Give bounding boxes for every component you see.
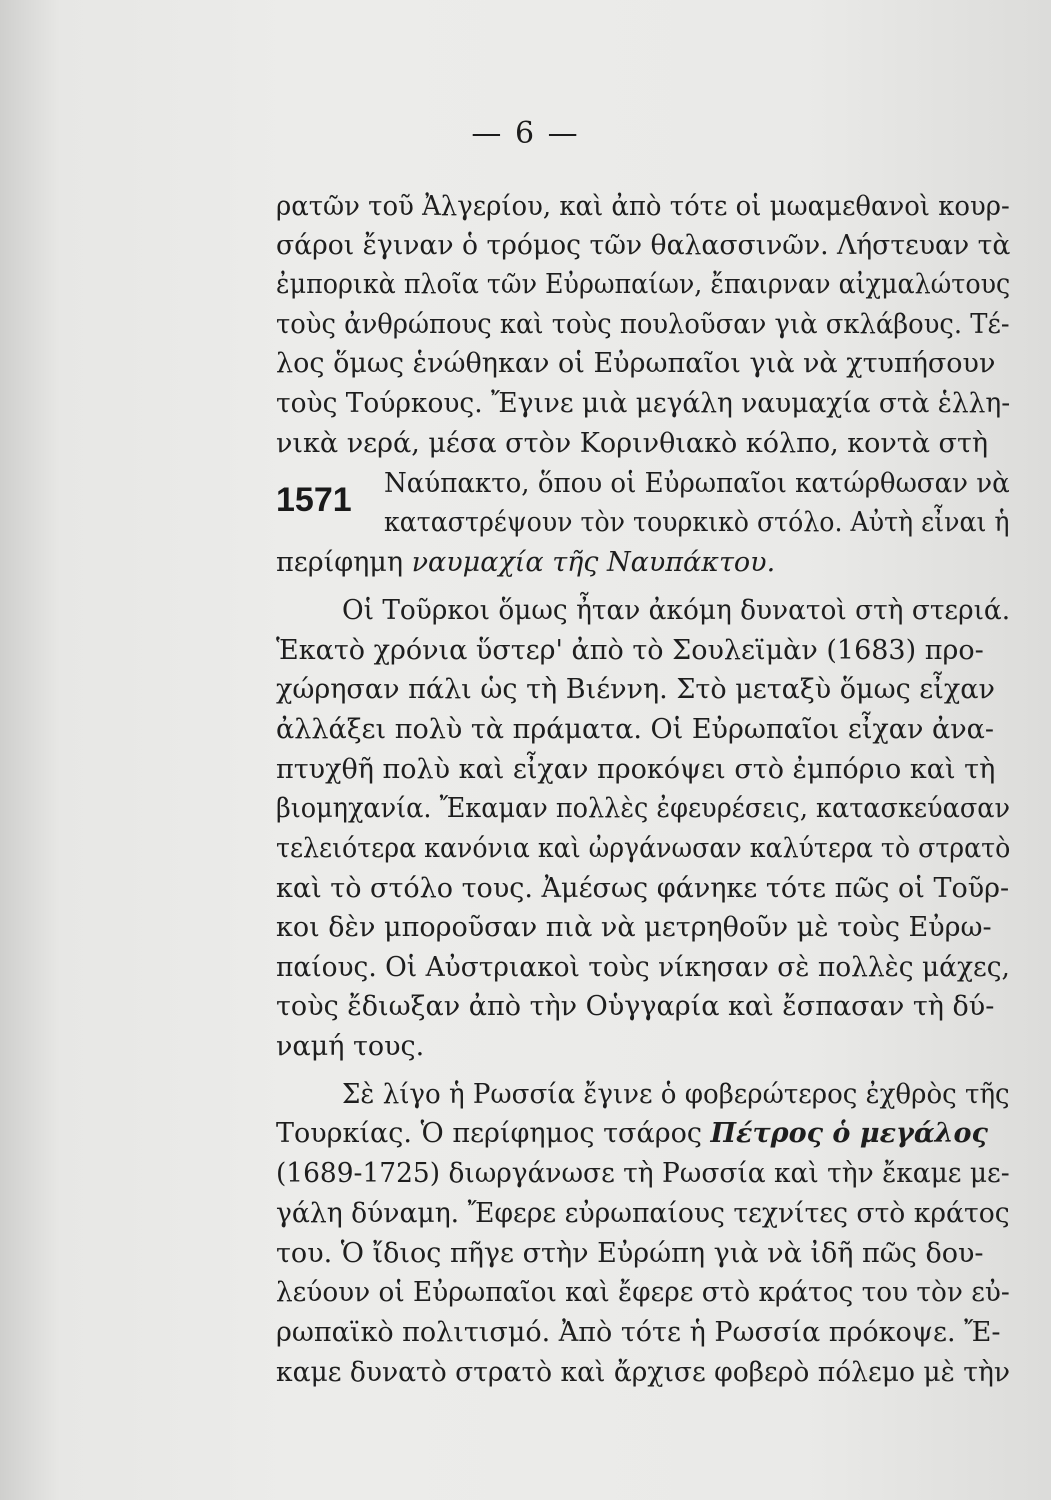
text-line: τοὺς ἔδιωξαν ἀπὸ τὴν Οὑγγαρία καὶ ἔσπασαν τὴ δύ- (276, 991, 995, 1022)
text-line: τελειότερα κανόνια καὶ ὠργάνωσαν καλύτερα τὸ στρατὸ (276, 833, 1011, 864)
text-segment: περίφημη (276, 547, 412, 578)
text-line: κοι δὲν μποροῦσαν πιὰ νὰ μετρηθοῦν μὲ τοὺς Εὐρω- (276, 912, 992, 943)
text-line: Ναύπακτο, ὅπου οἱ Εὐρωπαῖοι κατώρθωσαν νὰ (384, 468, 1010, 499)
text-line: παίους. Οἱ Αὐστριακοὶ τοὺς νίκησαν σὲ πολλὲς μάχες, (276, 952, 1010, 983)
text-line: ἀλλάξει πολὺ τὰ πράματα. Οἱ Εὐρωπαῖοι εἶχαν ἀνα- (276, 714, 995, 745)
text-line: χώρησαν πάλι ὡς τὴ Βιέννη. Στὸ μεταξὺ ὅμως εἶχαν (276, 674, 995, 705)
text-segment: Τουρκίας. Ὁ περίφημος τσάρος (276, 1118, 711, 1149)
text-line: ρατῶν τοῦ Ἀλγερίου, καὶ ἀπὸ τότε οἱ μωαμεθανοὶ κουρ- (276, 191, 1010, 222)
text-line: σάροι ἔγιναν ὁ τρόμος τῶν θαλασσινῶν. Λήστευαν τὰ (276, 230, 1011, 261)
page-number: — 6 — (471, 116, 580, 151)
text-line: λεύουν οἱ Εὐρωπαῖοι καὶ ἔφερε στὸ κράτος του τὸν εὐ- (276, 1277, 1010, 1308)
text-line: γάλη δύναμη. Ἔφερε εὐρωπαίους τεχνίτες στὸ κράτος (276, 1198, 1010, 1229)
text-line (276, 1117, 1010, 1151)
text-line: (1689-1725) διωργάνωσε τὴ Ρωσσία καὶ τὴν ἔκαμε με- (276, 1158, 1010, 1189)
text-line: Σὲ λίγο ἡ Ρωσσία ἔγινε ὁ φοβερώτερος ἐχθρὸς τῆς (342, 1079, 1010, 1110)
text-line: Οἱ Τοῦρκοι ὅμως ἦταν ἀκόμη δυνατοὶ στὴ στεριά. (342, 595, 1011, 626)
text-line: του. Ὁ ἴδιος πῆγε στὴν Εὐρώπη γιὰ νὰ ἰδῆ πῶς δου- (276, 1238, 984, 1269)
text-line: ἐμπορικὰ πλοῖα τῶν Εὐρωπαίων, ἔπαιρναν αἰχμαλώτους (276, 269, 1011, 300)
text-line: νικὰ νερά, μέσα στὸν Κορινθιακὸ κόλπο, κοντὰ στὴ (276, 428, 989, 459)
text-line: καμε δυνατὸ στρατὸ καὶ ἄρχισε φοβερὸ πόλεμο μὲ τὴν (276, 1357, 1011, 1388)
emphasis-text: Πέτρος ὁ μεγάλος (710, 1118, 988, 1149)
text-line: Ἑκατὸ χρόνια ὕστερ' ἀπὸ τὸ Σουλεϊμὰν (1683) προ- (276, 635, 984, 666)
text-line: καταστρέψουν τὸν τουρκικὸ στόλο. Αὐτὴ εἶναι ἡ (384, 507, 1010, 538)
emphasis-text: ναυμαχία τῆς Ναυπάκτου. (411, 547, 776, 578)
text-line: ρωπαϊκὸ πολιτισμό. Ἀπὸ τότε ἡ Ρωσσία πρόκοψε. Ἔ- (276, 1317, 1001, 1348)
text-line: ναμή τους. (276, 1031, 425, 1062)
text-line: πτυχθῆ πολὺ καὶ εἶχαν προκόψει στὸ ἐμπόριο καὶ τὴ (276, 754, 996, 785)
text-line: τοὺς Τούρκους. Ἔγινε μιὰ μεγάλη ναυμαχία στὰ ἑλλη- (276, 388, 1011, 419)
text-line (276, 546, 1010, 580)
text-line: λος ὅμως ἑνώθηκαν οἱ Εὐρωπαῖοι γιὰ νὰ χτυπήσουν (276, 348, 996, 379)
text-line: καὶ τὸ στόλο τους. Ἀμέσως φάνηκε τότε πῶς οἱ Τοῦρ- (276, 873, 1010, 904)
margin-year-note: 1571 (276, 481, 352, 519)
text-line: τοὺς ἀνθρώπους καὶ τοὺς πουλοῦσαν γιὰ σκλάβους. Τέ- (276, 309, 1010, 340)
text-line: βιομηχανία. Ἔκαμαν πολλὲς ἐφευρέσεις, κατασκεύασαν (276, 793, 1010, 824)
